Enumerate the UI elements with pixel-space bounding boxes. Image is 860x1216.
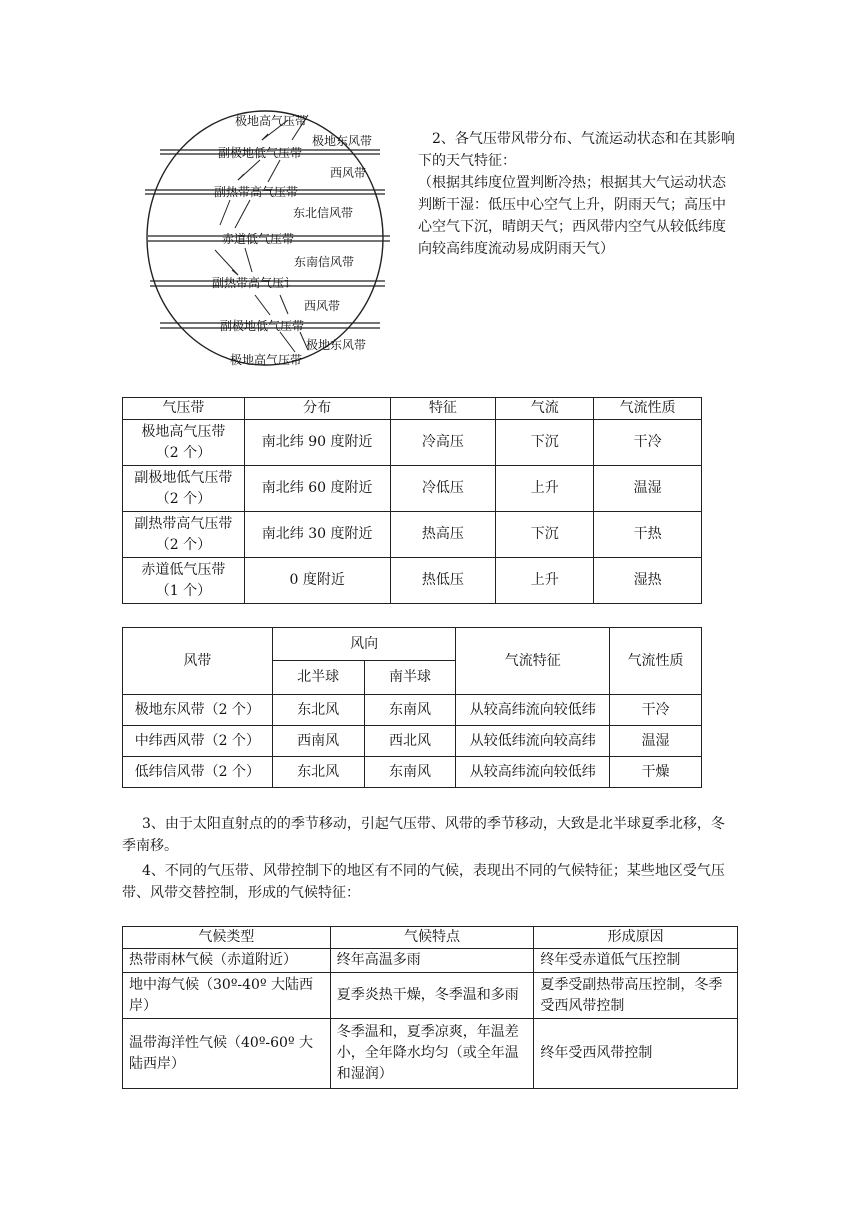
flow-feature-cell: 从较高纬流向较低纬 — [456, 757, 610, 788]
nature-cell: 干冷 — [610, 695, 702, 726]
belt-name-cell: 赤道低气压带 （1 个） — [123, 558, 245, 604]
table-header: 气流性质 — [594, 398, 702, 420]
belt-name-cell: 极地高气压带 （2 个） — [123, 420, 245, 466]
label-subtropical-high-north: 副热带高气压带 — [214, 185, 299, 199]
belt-name-cell: 低纬信风带（2 个） — [123, 757, 273, 788]
feature-cell: 冷高压 — [390, 420, 496, 466]
flow-cell: 上升 — [496, 558, 594, 604]
table-header: 风向 — [272, 628, 456, 661]
belt-name-cell: 极地东风带（2 个） — [123, 695, 273, 726]
climate-feature-cell: 终年高温多雨 — [330, 949, 534, 973]
table-row — [123, 558, 702, 604]
nature-cell: 干热 — [594, 512, 702, 558]
climate-feature-cell: 冬季温和，夏季凉爽，年温差小，全年降水均匀（或全年温和湿润） — [330, 1019, 534, 1089]
climate-type-cell: 地中海气候（30º-40º 大陆西岸） — [123, 973, 331, 1019]
table-header-row — [123, 927, 738, 949]
table-header-row — [123, 628, 702, 661]
table-row — [123, 695, 702, 726]
south-wind-cell: 东南风 — [364, 757, 456, 788]
distribution-cell: 南北纬 90 度附近 — [244, 420, 390, 466]
climate-type-cell: 温带海洋性气候（40º-60º 大陆西岸） — [123, 1019, 331, 1089]
label-polar-high-south: 极地高气压带 — [230, 353, 303, 367]
label-subpolar-low-south: 副极地低气压带 — [220, 319, 305, 333]
label-se-trade: 东南信风带 — [294, 255, 355, 269]
nature-cell: 湿热 — [594, 558, 702, 604]
table-header: 特征 — [390, 398, 496, 420]
flow-feature-cell: 从较高纬流向较低纬 — [456, 695, 610, 726]
north-wind-cell: 西南风 — [272, 726, 364, 757]
belt-name-cell: 副极地低气压带 （2 个） — [123, 466, 245, 512]
nature-cell: 温湿 — [594, 466, 702, 512]
flow-cell: 下沉 — [496, 512, 594, 558]
table-row — [123, 757, 702, 788]
distribution-cell: 南北纬 60 度附近 — [244, 466, 390, 512]
climate-cause-cell: 终年受西风带控制 — [534, 1019, 738, 1089]
label-subpolar-low-north: 副极地低气压带 — [218, 146, 303, 160]
table-header: 形成原因 — [534, 927, 738, 949]
table-row — [123, 949, 738, 973]
table-header: 分布 — [244, 398, 390, 420]
pressure-belt-table — [122, 397, 702, 604]
table-header: 气压带 — [123, 398, 245, 420]
label-westerly-north: 西风带 — [330, 166, 367, 180]
label-polar-east-north: 极地东风带 — [312, 134, 373, 148]
distribution-cell: 0 度附近 — [244, 558, 390, 604]
label-ne-trade: 东北信风带 — [293, 206, 354, 220]
feature-cell: 热高压 — [390, 512, 496, 558]
table-header: 气流性质 — [610, 628, 702, 695]
table-header: 北半球 — [272, 661, 364, 695]
table-row — [123, 466, 702, 512]
table-header: 气候类型 — [123, 927, 331, 949]
belt-name-cell: 副热带高气压带 （2 个） — [123, 512, 245, 558]
table-header: 气流特征 — [456, 628, 610, 695]
table-row — [123, 512, 702, 558]
table-header: 风带 — [123, 628, 273, 695]
feature-cell: 冷低压 — [390, 466, 496, 512]
distribution-cell: 南北纬 30 度附近 — [244, 512, 390, 558]
climate-cause-cell: 终年受赤道低气压控制 — [534, 949, 738, 973]
section4-paragraph: 4、不同的气压带、风带控制下的地区有不同的气候，表现出不同的气候特征；某些地区受气压带、风带交替控制，形成的气候特征： — [122, 863, 725, 901]
climate-type-cell: 热带雨林气候（赤道附近） — [123, 949, 331, 973]
climate-table — [122, 926, 738, 1089]
flow-feature-cell: 从较低纬流向较高纬 — [456, 726, 610, 757]
label-equator-low: 赤道低气压带 — [222, 232, 295, 246]
wind-belt-table — [122, 627, 702, 788]
label-polar-east-south: 极地东风带 — [306, 338, 367, 352]
table-row — [123, 726, 702, 757]
south-wind-cell: 东南风 — [364, 695, 456, 726]
table-header-row — [123, 398, 702, 420]
flow-cell: 下沉 — [496, 420, 594, 466]
pressure-wind-belt-diagram — [140, 100, 400, 370]
table-header: 气流 — [496, 398, 594, 420]
climate-feature-cell: 夏季炎热干燥，冬季温和多雨 — [330, 973, 534, 1019]
section3-paragraph: 3、由于太阳直射点的的季节移动，引起气压带、风带的季节移动，大致是北半球夏季北移，冬季南移。 — [122, 816, 725, 854]
section2-note: （根据其纬度位置判断冷热；根据其大气运动状态判断干湿：低压中心空气上升，阴雨天气；高压中心空气下沉，晴朗天气；西风带内空气从较低纬度向较高纬度流动易成阴雨天气） — [418, 175, 726, 257]
table-header: 气候特点 — [330, 927, 534, 949]
flow-cell: 上升 — [496, 466, 594, 512]
feature-cell: 热低压 — [390, 558, 496, 604]
table-header: 南半球 — [364, 661, 456, 695]
nature-cell: 温湿 — [610, 726, 702, 757]
nature-cell: 干燥 — [610, 757, 702, 788]
south-wind-cell: 西北风 — [364, 726, 456, 757]
north-wind-cell: 东北风 — [272, 695, 364, 726]
table-row — [123, 420, 702, 466]
north-wind-cell: 东北风 — [272, 757, 364, 788]
label-polar-high-north: 极地高气压带 — [235, 114, 308, 128]
climate-cause-cell: 夏季受副热带高压控制，冬季受西风带控制 — [534, 973, 738, 1019]
table-row — [123, 1019, 738, 1089]
nature-cell: 干冷 — [594, 420, 702, 466]
label-subtropical-high-south: 副热带高气压讠 — [212, 276, 297, 290]
label-westerly-south: 西风带 — [304, 299, 341, 313]
section2-heading: 2、各气压带风带分布、气流运动状态和在其影响下的天气特征： — [418, 131, 735, 169]
belt-name-cell: 中纬西风带（2 个） — [123, 726, 273, 757]
table-row — [123, 973, 738, 1019]
